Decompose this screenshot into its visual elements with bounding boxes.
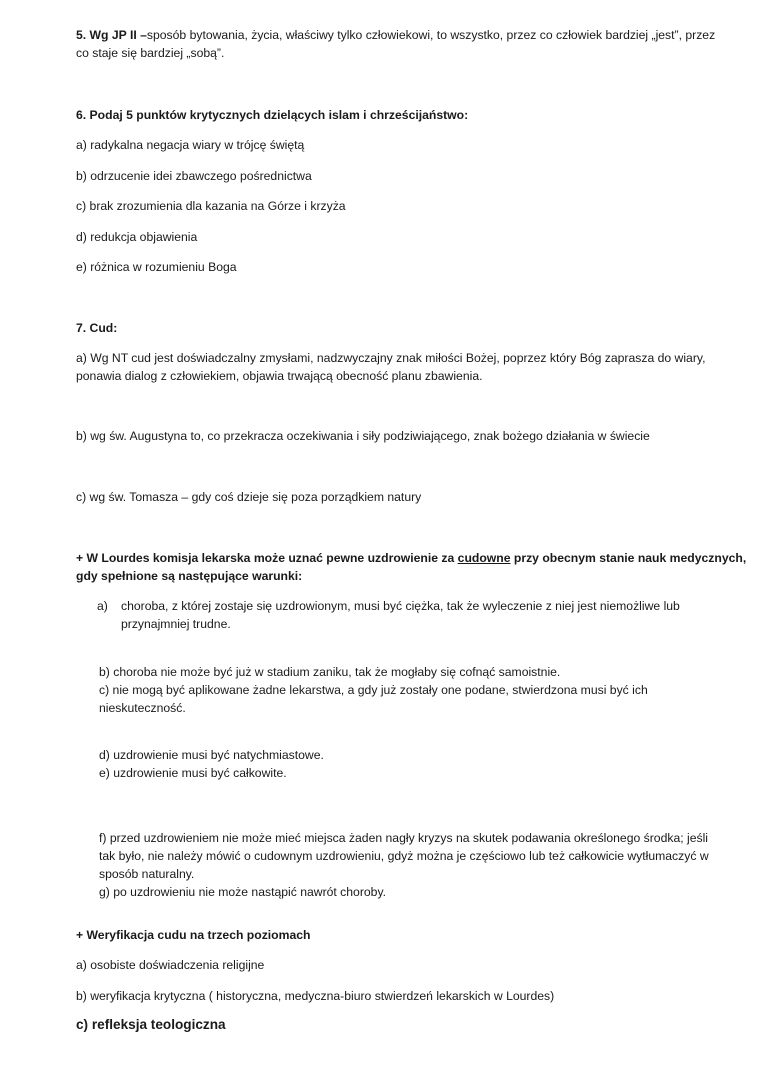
lourdes-g: g) po uzdrowieniu nie może nastąpić nawrót choroby. bbox=[99, 885, 387, 899]
verification-heading: + Weryfikacja cudu na trzech poziomach bbox=[76, 928, 311, 942]
q6-heading: 6. Podaj 5 punktów krytycznych dzielących islam i chrześcijaństwo: bbox=[76, 108, 469, 122]
q7-heading: 7. Cud: bbox=[76, 321, 118, 335]
lourdes-e: e) uzdrowienie musi być całkowite. bbox=[99, 766, 287, 780]
q7-b: b) wg św. Augustyna to, co przekracza oczekiwania i siły podziwiającego, znak bożego działania w świecie bbox=[76, 429, 650, 443]
lourdes-heading-post: przy obecnym stanie nauk medycznych, bbox=[510, 551, 747, 565]
q6-item: b) odrzucenie idei zbawczego pośrednictwa bbox=[76, 169, 312, 183]
lourdes-c-line1: c) nie mogą być aplikowane żadne lekarstwa, a gdy już zostały one podane, stwierdzona musi być ich bbox=[99, 683, 648, 697]
q5-line2: co staje się bardziej „sobą”. bbox=[76, 46, 225, 60]
q7-c: c) wg św. Tomasza – gdy coś dzieje się poza porządkiem natury bbox=[76, 490, 422, 504]
verification-a: a) osobiste doświadczenia religijne bbox=[76, 958, 265, 972]
lourdes-f-line1: f) przed uzdrowieniem nie może mieć miejsca żaden nagły kryzys na skutek podawania określonego środka; jeśli bbox=[99, 831, 708, 845]
lourdes-heading-line1 bbox=[76, 549, 746, 567]
q6-item: c) brak zrozumienia dla kazania na Górze i krzyża bbox=[76, 199, 346, 213]
q7-a-line1: a) Wg NT cud jest doświadczalny zmysłami, nadzwyczajny znak miłości Bożej, poprzez który Bóg zaprasza do wiary, bbox=[76, 351, 706, 365]
lourdes-heading-underlined: cudowne bbox=[457, 551, 511, 565]
lourdes-heading-line2: gdy spełnione są następujące warunki: bbox=[76, 569, 303, 583]
q6-item: d) redukcja objawienia bbox=[76, 230, 198, 244]
q5-text: sposób bytowania, życia, właściwy tylko człowiekowi, to wszystko, przez co człowiek bardziej „jest”, przez bbox=[146, 28, 716, 42]
q5-label: 5. Wg JP II – bbox=[76, 28, 147, 42]
lourdes-heading-pre: + W Lourdes komisja lekarska może uznać pewne uzdrowienie za bbox=[76, 551, 458, 565]
q5-line1 bbox=[76, 26, 715, 44]
lourdes-b: b) choroba nie może być już w stadium zaniku, tak że mogłaby się cofnąć samoistnie. bbox=[99, 665, 561, 679]
verification-b: b) weryfikacja krytyczna ( historyczna, medyczna-biuro stwierdzeń lekarskich w Lourdes) bbox=[76, 989, 555, 1003]
lourdes-a-line1: choroba, z której zostaje się uzdrowionym, musi być ciężka, tak że wyleczenie z niej jest niemożliwe lub bbox=[121, 599, 680, 613]
lourdes-d: d) uzdrowienie musi być natychmiastowe. bbox=[99, 748, 324, 762]
lourdes-a-line2: przynajmniej trudne. bbox=[121, 617, 231, 631]
q6-item: e) różnica w rozumieniu Boga bbox=[76, 260, 237, 274]
lourdes-f-line2: tak było, nie należy mówić o cudownym uzdrowieniu, gdyż można je częściowo lub też całkowicie wytłumaczyć w bbox=[99, 849, 709, 863]
lourdes-c-line2: nieskuteczność. bbox=[99, 701, 186, 715]
q7-a-line2: ponawia dialog z człowiekiem, objawia trwającą obecność planu zbawienia. bbox=[76, 369, 483, 383]
q6-item: a) radykalna negacja wiary w trójcę świętą bbox=[76, 138, 305, 152]
lourdes-a-marker: a) bbox=[97, 599, 108, 613]
lourdes-f-line3: sposób naturalny. bbox=[99, 867, 195, 881]
verification-c: c) refleksja teologiczna bbox=[76, 1017, 226, 1032]
